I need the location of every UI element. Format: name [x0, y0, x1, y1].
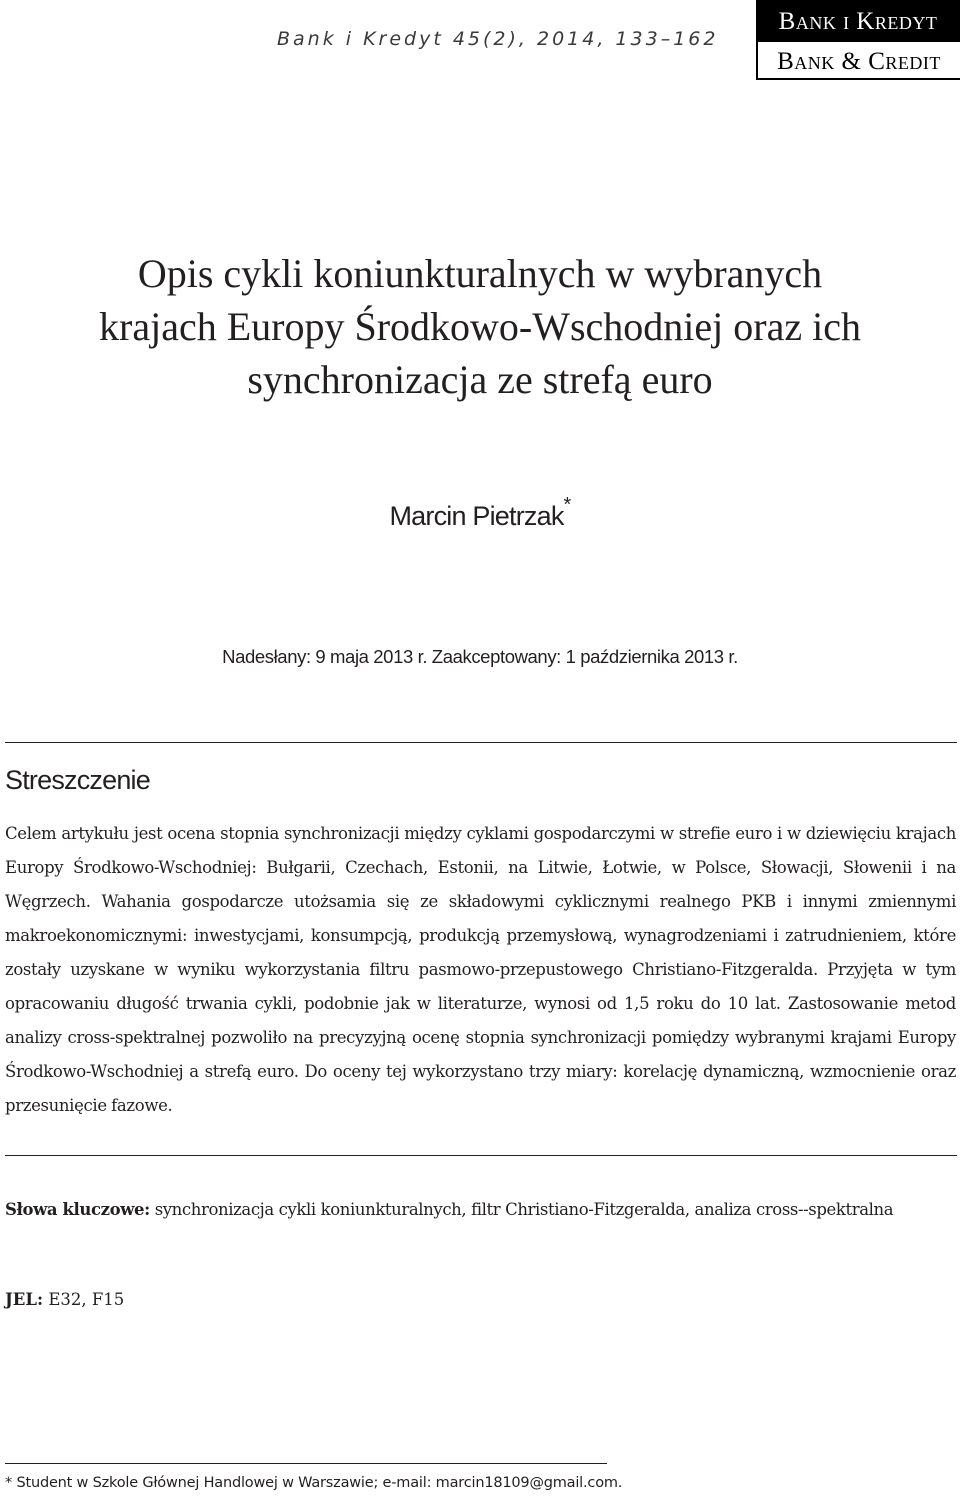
submission-dates: Nadesłany: 9 maja 2013 r. Zaakceptowany: 1 października 2013 r.: [222, 646, 738, 667]
jel-label: JEL:: [5, 1290, 44, 1309]
author-footnote: * Student w Szkole Głównej Handlowej w Warszawie; e-mail: marcin18109@gmail.com.: [5, 1475, 623, 1491]
logo-title-english: Bank & Credit: [756, 42, 960, 80]
author-name: Marcin Pietrzak: [389, 501, 564, 531]
title-line: synchronizacja ze strefą euro: [247, 357, 713, 402]
jel-classification: [5, 1290, 124, 1309]
abstract-heading: Streszczenie: [5, 765, 150, 795]
jel-codes: E32, F15: [48, 1290, 125, 1309]
article-title: [0, 247, 960, 406]
author-footnote-marker: *: [563, 494, 571, 516]
title-line: krajach Europy Środkowo-Wschodniej oraz ich: [99, 304, 861, 349]
footnote-divider: [5, 1463, 607, 1464]
divider: [5, 742, 957, 743]
journal-reference: Bank i Kredyt 45(2), 2014, 133–162: [277, 28, 719, 50]
author-line: [0, 494, 960, 532]
keywords-label: Słowa kluczowe:: [5, 1200, 150, 1219]
title-line: Opis cykli koniunkturalnych w wybranych: [137, 251, 823, 296]
abstract-text: Celem artykułu jest ocena stopnia synchronizacji między cyklami gospodarczymi w strefie euro i w dziewięciu krajach Europy Środkowo-Wschodniej: Bułgarii, Czechach, Estonii, na Litwie, Łotwie, w Polsce, Słowacji, Słowenii i na Węgrzech. Wahania gospodarcze utożsamia się ze składowymi cyklicznymi realnego PKB i innymi zmiennymi makroekonomicznymi: inwestycjami, konsumpcją, produkcją przemysłową, wynagrodzeniami i zatrudnieniem, które zostały uzyskane w wyniku wykorzystania filtru pasmowo-przepustowego Christiano-Fitzgeralda. Przyjęta w tym opracowaniu długość trwania cykli, podobnie jak w literaturze, wynosi od 1,5 roku do 10 lat. Zastosowanie metod analizy cross-spektralnej pozwoliło na precyzyjną ocenę stopnia synchronizacji pomiędzy wybranymi krajami Europy Środkowo-Wschodniej a strefą euro. Do oceny tej wykorzystano trzy miary: korelację dynamiczną, wzmocnienie oraz przesunięcie fazowe.: [5, 824, 956, 1115]
keywords-text: synchronizacja cykli koniunkturalnych, filtr Christiano-Fitzgeralda, analiza cross--spektralna: [154, 1200, 894, 1219]
keywords: [5, 1194, 956, 1226]
divider: [5, 1155, 957, 1156]
journal-logo: [756, 0, 960, 84]
logo-title-polish: Bank i Kredyt: [756, 0, 960, 42]
